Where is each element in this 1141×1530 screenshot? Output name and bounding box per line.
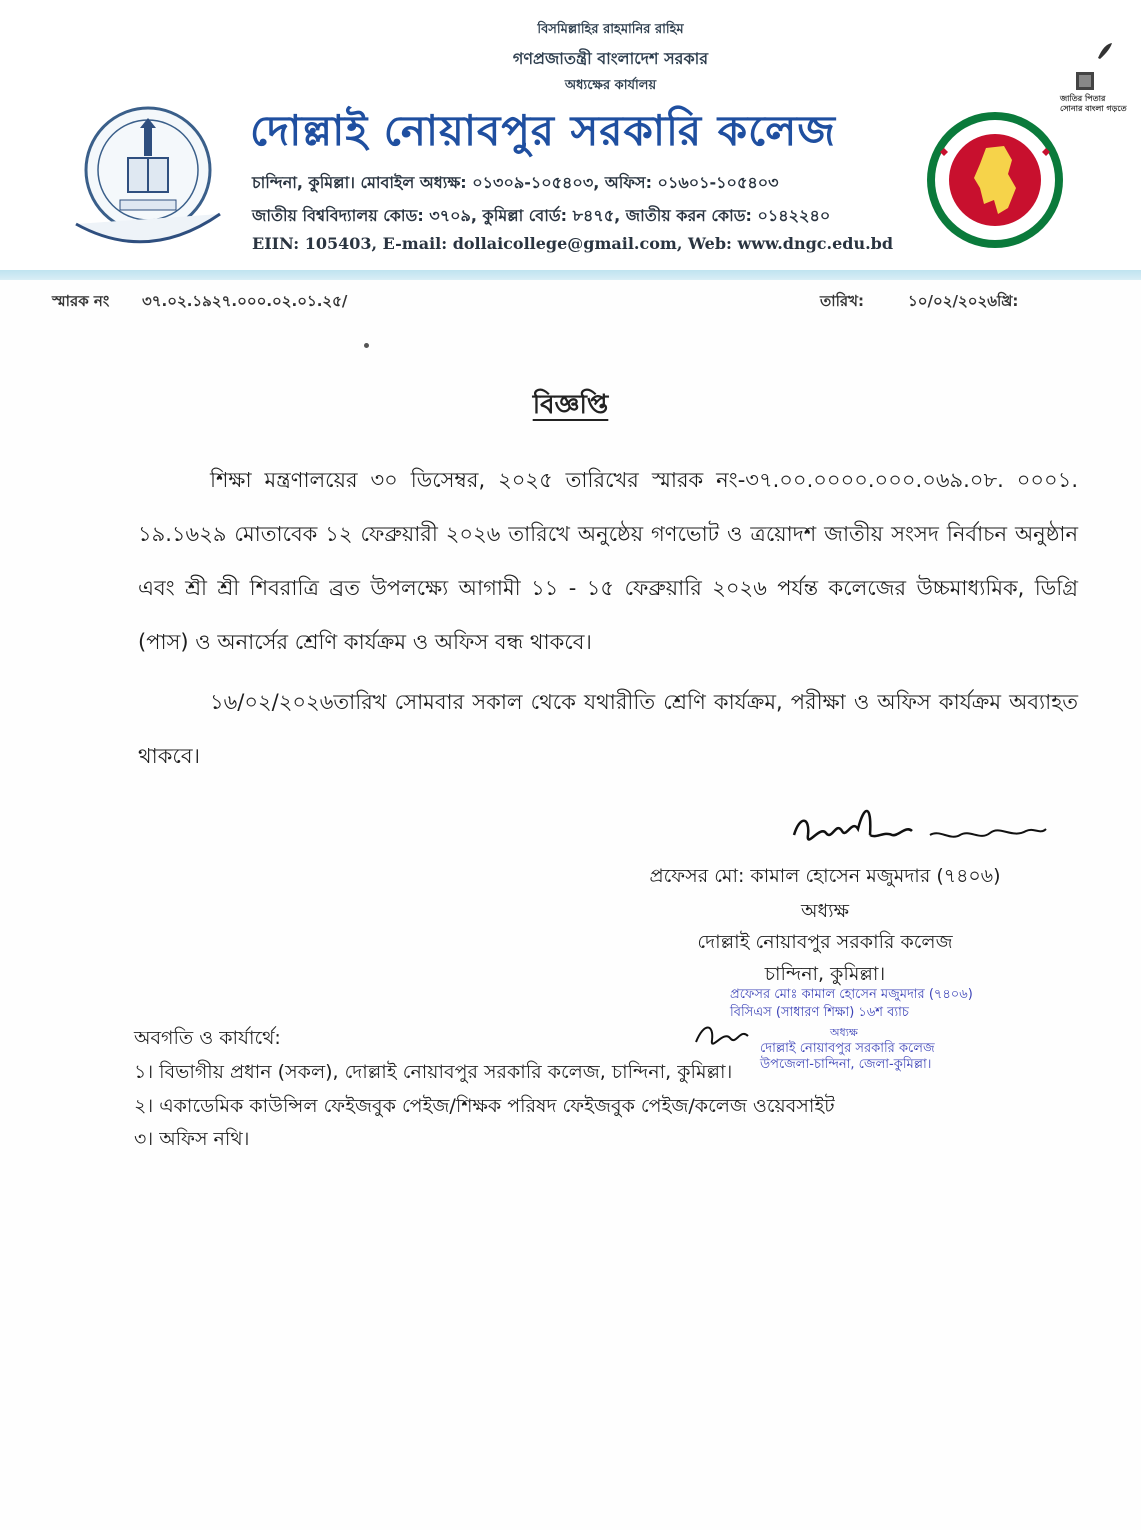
signatory-institution: দোল্লাই নোয়াবপুর সরকারি কলেজ	[697, 931, 953, 953]
memo-label: স্মারক নং	[52, 292, 110, 310]
signatory-designation: অধ্যক্ষ	[800, 900, 849, 922]
contact-line: চান্দিনা, কুমিল্লা। মোবাইল অধ্যক্ষ: ০১৩০৯-১০৫৪০৩, অফিস: ০১৬০১-১০৫৪০৩	[252, 173, 779, 192]
distribution-heading: অবগতি ও কার্যার্থে:	[134, 1027, 281, 1049]
distribution-item: ২। একাডেমিক কাউন্সিল ফেইজবুক পেইজ/শিক্ষক পরিষদ ফেইজবুক পেইজ/কলেজ ওয়েবসাইট	[134, 1095, 835, 1117]
signatory-name: প্রফেসর মো: কামাল হোসেন মজুমদার (৭৪০৬)	[649, 865, 1001, 887]
bismillah-line: বিসমিল্লাহির রাহমানির রাহিম	[537, 22, 684, 37]
government-seal-icon	[924, 108, 1066, 256]
stamp-designation: অধ্যক্ষ	[830, 1026, 858, 1039]
office-line: অধ্যক্ষের কার্যালয়	[564, 78, 657, 93]
pen-icon	[1094, 40, 1116, 62]
college-name: দোল্লাই নোয়াবপুর সরকারি কলেজ	[250, 106, 836, 155]
notice-title: বিজ্ঞপ্তি	[532, 390, 609, 420]
government-line: গণপ্রজাতন্ত্রী বাংলাদেশ সরকার	[512, 49, 709, 68]
stamp-name: প্রফেসর মোঃ কামাল হোসেন মজুমদার (৭৪০৬)	[730, 987, 973, 1002]
letterhead	[0, 0, 1141, 276]
handwritten-signature	[780, 795, 1050, 865]
distribution-item: ৩। অফিস নথি।	[134, 1128, 250, 1150]
date-value: ১০/০২/২০২৬খ্রি:	[908, 292, 1019, 310]
date-label: তারিখ:	[820, 292, 864, 310]
college-logo-icon	[66, 96, 230, 260]
side-slogan: জাতির পিতার সোনার বাংলা গড়তে	[1060, 94, 1127, 113]
letterhead-band	[0, 270, 1141, 280]
speck	[364, 343, 369, 348]
notice-paragraph-2: ১৬/০২/২০২৬তারিখ সোমবার সকাল থেকে যথারীতি শ্রেণি কার্যক্রম, পরীক্ষা ও অফিস কার্যক্রম অব্যাহত থাকবে।	[138, 690, 1078, 768]
memo-number: ৩৭.০২.১৯২৭.০০০.০২.০১.২৫/	[142, 292, 348, 310]
notice-paragraph-1: শিক্ষা মন্ত্রণালয়ের ৩০ ডিসেম্বর, ২০২৫ তারিখের স্মারক নং-৩৭.০০.০০০০.০০০.০৬৯.০৮. ০০০১. ১৯.১৬২৯ মোতাবেক ১২ ফেব্রুয়ারী ২০২৬ তারিখে অনুষ্ঠেয় গণভোট ও ত্রয়োদশ জাতীয় সংসদ নির্বাচন অনুষ্ঠান এবং শ্রী শ্রী শিবরাত্রি ব্রত উপলক্ষ্যে আগামী ১১ - ১৫ ফেব্রুয়ারি ২০২৬ পর্যন্ত কলেজের উচ্চমাধ্যমিক, ডিগ্রি (পাস) ও অনার্সের শ্রেণি কার্যক্রম ও অফিস বন্ধ থাকবে।	[138, 468, 1078, 654]
codes-line: জাতীয় বিশ্ববিদ্যালয় কোড: ৩৭০৯, কুমিল্লা বোর্ড: ৮৪৭৫, জাতীয় করন কোড: ০১৪২২৪০	[252, 206, 831, 225]
distribution-item: ১। বিভাগীয় প্রধান (সকল), দোল্লাই নোয়াবপুর সরকারি কলেজ, চান্দিনা, কুমিল্লা।	[134, 1061, 733, 1083]
initial-signature	[690, 1012, 760, 1062]
portrait-icon	[1074, 70, 1096, 92]
eiin-email-web-line: EIIN: 105403, E-mail: dollaicollege@gmail.com, Web: www.dngc.edu.bd	[252, 234, 894, 253]
stamp-cadre: বিসিএস (সাধারণ শিক্ষা) ১৬শ ব্যাচ	[730, 1005, 909, 1020]
stamp-address: উপজেলা-চান্দিনা, জেলা-কুমিল্লা।	[760, 1057, 932, 1072]
signatory-location: চান্দিনা, কুমিল্লা।	[764, 963, 886, 985]
stamp-institution: দোল্লাই নোয়াবপুর সরকারি কলেজ	[760, 1041, 935, 1056]
